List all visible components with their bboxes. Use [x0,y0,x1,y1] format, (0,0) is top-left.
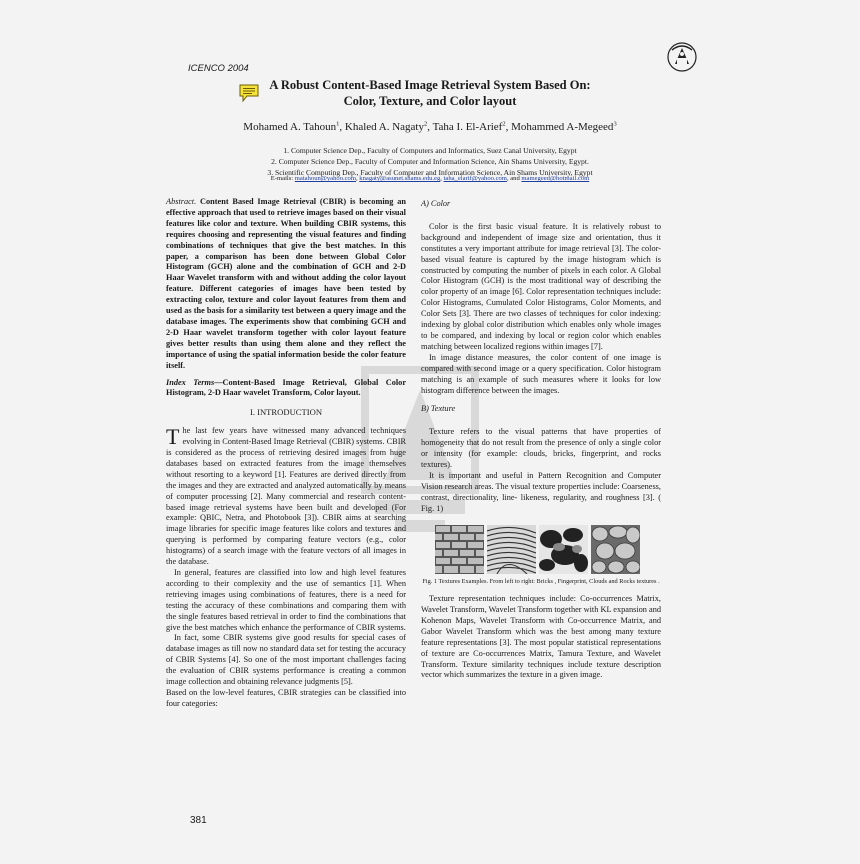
page-number: 381 [190,815,207,826]
affiliation: 3. Scientific Computing Dep., Faculty of Computer and Information Science, Ain Shams University, Egypt [267,168,593,177]
email-link[interactable]: knagaty@asunet.shams.edu.eg [359,175,441,182]
title-line-2: Color, Texture, and Color layout [343,94,517,108]
figure-caption: Fig. 1 Textures Examples. From left to right: Bricks , Fingerprint, Clouds and Rocks textures . [422,577,660,585]
abstract: Abstract. Content Based Image Retrieval (CBIR) is becoming an effective approach that used to retrieve images based on their visual features like color and texture. When building CBIR systems, this requires choosing and representing the visual features and finding combinations of techniques that give the best matches. In this paper, a comparison has been done between Global Color Histogram (GCH) alone and the combination of GCH and 2-D Haar Wavelet transform with and without adding the color layout feature. Different categories of images have been tested by extracting color, texture and color layout features from them and used as the basis for a similarity test between a query image and the database images. The experiments show that combining GCH and 2-D Haar wavelet transform together with color layout feature gives better results than using them alone and they reflect the importance of using the spatial information beside the color feature itself. [166,197,406,370]
university-crest-icon [666,40,698,74]
comment-note-icon[interactable] [238,83,260,103]
intro-paragraph: The last few years have witnessed many advanced techniques evolving in Content-Based Image Retrieval (CBIR) systems. CBIR is considered as the process of retrieving desired images from huge databases based on extracted features from the image themselves without resorting to a keyword [1]. Features are derived directly from the images and they are extracted and analyzed automatically by means of computer processing [2]. Many commercial and research content-based image retrieval systems have been built and developed (For example: QBIC, Netra, and Photobook [3]). CBIR aims at searching image libraries for specific image features like colors and textures and querying is performed by comparing feature vectors (e.g., color histograms) of a search image with the feature vectors of all images in the database. [166,424,406,567]
email-link[interactable]: mamegeed@hotmail.com [521,175,590,182]
color-paragraph: In image distance measures, the color content of one image is compared with second image or a query specification. Color histogram matching is an example of such measures where it looks for low histogram difference between the images. [421,352,661,395]
conference-label: ICENCO 2004 [188,63,249,74]
clouds-texture-image [539,525,588,574]
texture-figure [435,525,661,574]
email-link[interactable]: matahoun@yahoo.com [294,175,356,182]
intro-heading: I. INTRODUCTION [249,407,323,418]
color-heading: A) Color [421,199,451,208]
bricks-texture-image [435,525,484,574]
intro-paragraph: In fact, some CBIR systems give good results for special cases of database images as till now no standard data set for testing the accuracy of CBIR Systems [4]. So one of the most important challenges facing the evaluation of CBIR systems performance is creating a common image collection and obtaining relevance judgments [5]. [166,633,406,687]
left-column [166,197,406,710]
intro-paragraph: In general, features are classified into low and high level features according to their complexity and the use of semantics [1]. When retrieving images using combinations of features, there is a need for testing the accuracy of these combinations and comparing them with the single features based retrieval in order to find the combinations that give the best matches which enhance the performance of CBIR systems. [166,568,406,632]
intro-paragraph: Based on the low-level features, CBIR strategies can be classified into four categories: [166,687,406,708]
author: Khaled A. Nagaty$^2$, [344,120,433,133]
index-terms: Index Terms—Content-Based Image Retrieval, Global Color Histogram, 2-D Haar wavelet Transform, Color layout. [166,377,407,398]
drop-cap: T [166,424,180,450]
affiliations [170,145,690,178]
right-column [421,197,661,681]
color-paragraph: Color is the first basic visual feature. It is relatively robust to background and independent of image size and orientation, thus it constitutes a very important attribute for image retrieval [3]. The color-based visual feature is captured by the image histogram which is constructed by computing the number of pixels in each color. A Global Color Histogram (GCH) is the most traditional way of describing the color property of an image [6]. Color representation techniques include: Color Histograms, Cumulated Color Histograms, Color Moments, and Color Sets [3]. There are two classes of techniques for color indexing: indexing by global color distribution which enables only whole images to be compared, and indexing by local or region color which enables matching between localized regions within images [7]. [421,221,661,351]
texture-paragraph: Texture representation techniques include: Co-occurrences Matrix, Wavelet Transform, Wavelet Transform together with KL expansion and Kohenon Maps, Wavelet Transform with Co-occurrence Matrix, and Gabor Wavelet Transform which was the best among many texture feature representations [3]. The most popular statistical representations of texture are Co-occurrences Matrix, Tamura Texture, and Wavelet Transform. Texture similarity techniques include texture description vector which summarizes the texture in a given image. [421,594,661,680]
author-list [150,120,710,133]
affiliation: 2. Computer Science Dep., Faculty of Computer and Information Science, Ain Shams University, Egypt. [271,157,589,166]
author: Mohammed A-Megeed$^3$ [511,120,617,133]
author: Mohamed A. Tahoun$^1$, [243,120,345,133]
affiliation: 1. Computer Science Dep., Faculty of Computers and Informatics, Suez Canal University, Egypt [283,146,577,155]
rocks-texture-image [591,525,640,574]
texture-heading: B) Texture [421,404,456,414]
texture-paragraph: It is important and useful in Pattern Recognition and Computer Vision research areas. The visual texture properties include: Coarseness, contrast, directionality, line- likeness, regularity, and roughness [3]. ( Fig. 1) [421,470,661,513]
texture-paragraph: Texture refers to the visual patterns that have properties of homogeneity that do not result from the presence of only a single color or intensity (for example: clouds, bricks, fingerprint, and rocks textures). [421,427,661,470]
fingerprint-texture-image [487,525,536,574]
email-link[interactable]: taha_elarif@yahoo.com [443,175,507,182]
author: Taha I. El-Arief$^2$, [432,120,512,133]
title-line-1: A Robust Content-Based Image Retrieval System Based On: [269,78,591,92]
email-line: E-mails: matahoun@yahoo.com, knagaty@asunet.shams.edu.eg, taha_elarif@yahoo.com, and mamegeed@hotmail.com [270,175,590,182]
paper-title [210,77,650,109]
